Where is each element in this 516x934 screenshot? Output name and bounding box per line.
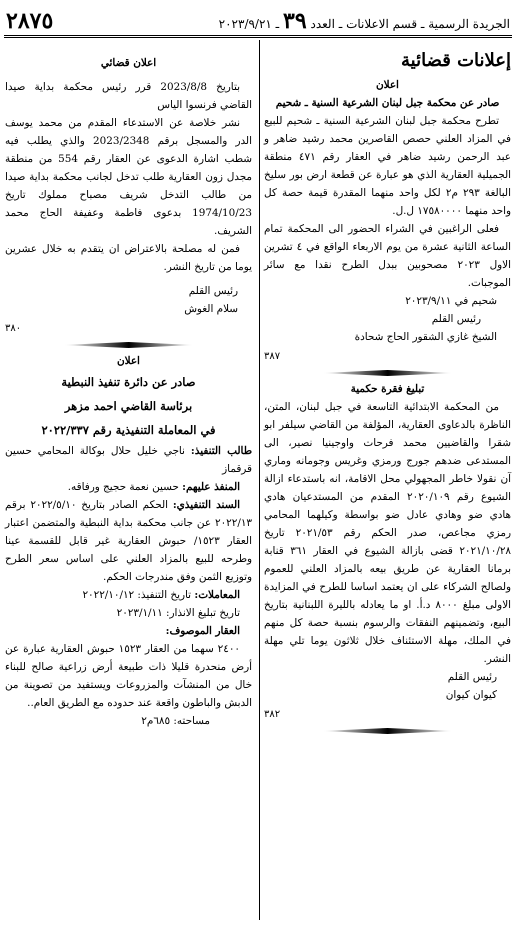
signer-name: كيوان كيوان bbox=[445, 689, 497, 701]
field-value: حسين نعمة حجيج ورفاقه. bbox=[67, 481, 183, 493]
announcement-body: نشر خلاصة عن الاستدعاء المقدم من محمد يوسف الدر والمسجل برقم 2023/2348 والذي يطلب فيه شطب اشارة الدعوى عن العقار رقم 554 من منطقة مجدل زون العقارية طلب تدخل لجانب محكمة بداية صيدا من طالب التدخل شريف مصباح مملوك تاريخ 1974/10/23 بدعوى فاطمة وعفيفة الحاج محمد الشريف. bbox=[5, 117, 252, 237]
signer-title: رئيس القلم bbox=[431, 313, 481, 325]
separator-ornament bbox=[264, 370, 511, 376]
announcement-heading: اعلان قضائي bbox=[100, 57, 157, 69]
separator-ornament bbox=[264, 728, 511, 734]
announcement-body: من المحكمة الابتدائية التاسعة في جبل لبنان، المتن، الناظرة بالدعاوى العقارية، المؤلفة من القاضي سيلفر ابو شقرا والقاضيين محمد فرحات واوجينيا نصير، الى المستدعى ضدهم جورج ورمزي وغريس وجومانه وماري آن نقولا خاطر المجهولي محل الاقامة، انه باستدعاء ازالة الشيوع رقم ٢٠٢٠/١٠٩ المقدم من المستدعيان هادي هادي ضو وهادي عادل ضو بواسطة وكيلهما المحامي رمزي مجاعص، صدر الحكم رقم ٢٠٢١/٥٣ تاريخ ٢٠٢١/١٠/٢٨ قضى بازالة الشيوع في العقار ٣٦١ قنابة برمانا العقارية عن طريق بيعه بالمزاد العلني للعموم ولصالح الشركاء على ان يعتمد اساسا للطرح في المزايدة الاولى مبلغ ٨٠٠٠ د.أ. او ما يعادله بالليرة اللبنانية بتاريخ البيع، وتضمينهم النفقات والرسوم بنسبة حصة كل منهم في الملك، مهلة الاستئناف خلال ثلاثون يوما تلي مهلة النشر. bbox=[264, 401, 512, 665]
announcement-sharia-court bbox=[264, 76, 511, 366]
field-value: ناجي خليل حلال بوكالة المحامي حسين قرقماز bbox=[5, 445, 252, 475]
announcement-number: ٣٨٧ bbox=[264, 351, 281, 362]
field-area: مساحته: ٦٨٥م٢ bbox=[141, 715, 210, 727]
announcement-body: فعلى الراغبين في الشراء الحضور الى المحكمة تمام الساعة الثانية عشرة من يوم الاربعاء الواقع في ٤ تشرين الاول ٢٠٢٣ مصحوبين ببدل الطرح نقدا مع سائر الموجبات. bbox=[264, 223, 511, 289]
field-instrument bbox=[5, 496, 252, 586]
announcement-heading: اعلان bbox=[117, 355, 140, 367]
field-label: المنفذ عليهم: bbox=[182, 481, 240, 493]
announcement-number: ٣٨٠ bbox=[5, 323, 22, 334]
field-label: العقار الموصوف: bbox=[165, 625, 240, 637]
announcement-subheading: صادر عن محكمة جبل لبنان الشرعية السنية ـ شحيم bbox=[275, 97, 500, 109]
signer-name: سلام الغوش bbox=[184, 303, 238, 315]
signer-title: رئيس القلم bbox=[188, 285, 238, 297]
section-title: إعلانات قضائية bbox=[401, 50, 511, 71]
signer-name: الشيخ غازي الشقور الحاج شحادة bbox=[354, 331, 497, 343]
field-label: طالب التنفيذ: bbox=[190, 445, 252, 457]
field-label: السند التنفيذي: bbox=[172, 499, 241, 511]
right-column bbox=[264, 40, 511, 738]
page-number: ٢٨٧٥ bbox=[6, 8, 54, 34]
announcement-judicial bbox=[5, 54, 252, 338]
announcement-heading: اعلان bbox=[376, 79, 399, 91]
field-warning-date: تاريخ تبليغ الانذار: ٢٠٢٣/١/١١ bbox=[116, 607, 240, 619]
header-divider bbox=[4, 35, 512, 38]
field-property-description: ٢٤٠٠ سهما من العقار ١٥٢٣ حبوش العقارية عبارة عن أرض منحدرة قليلا ذات طبيعة أرض زراعية صالح للبناء خال من المنشآت والمزروعات ويستفيد من تصوينة من الدبش والباطون واقعة عند حدوده مع الطريق العام.. bbox=[5, 643, 252, 709]
field-property-label bbox=[5, 622, 252, 640]
announcement-subheading: صادر عن دائرة تنفيذ النبطية bbox=[61, 375, 196, 389]
title-prefix: الجريدة الرسمية ـ قسم الاعلانات ـ العدد bbox=[310, 17, 510, 31]
gazette-title bbox=[219, 8, 510, 34]
field-label: المعاملات: bbox=[194, 589, 240, 601]
signer-title: رئيس القلم bbox=[447, 671, 497, 683]
announcement-date: شحيم في ٢٠٢٣/٩/١١ bbox=[405, 295, 497, 307]
announcement-subheading: في المعاملة التنفيذية رقم ٢٠٢٢/٣٣٧ bbox=[41, 423, 216, 437]
announcement-body: بتاريخ 2023/8/8 قرر رئيس محكمة بداية صيدا القاضي فرنسوا الياس bbox=[5, 81, 252, 111]
announcement-subheading: برئاسة القاضي احمد مزهر bbox=[64, 399, 193, 413]
field-debtors bbox=[5, 478, 252, 496]
announcement-number: ٣٨٢ bbox=[264, 709, 281, 720]
separator-ornament bbox=[5, 342, 252, 348]
announcement-judgment-notice bbox=[264, 380, 511, 724]
field-executor bbox=[5, 442, 252, 478]
field-value: تاريخ التنفيذ: ٢٠٢٢/١٠/١٢ bbox=[82, 589, 195, 601]
announcement-execution bbox=[5, 352, 252, 730]
field-value: الحكم الصادر بتاريخ ٢٠٢٢/٥/١٠ برقم ٢٠٢٢/١٣ عن جانب محكمة بداية النبطية والمتضمن اعتبار العقار ١٥٢٣/ حبوش العقارية غير قابل للقسمة عينا وطرحه للبيع بالمزاد العلني على اساس سعر الطرح وتوزيع الثمن وفق مندرجات الحكم. bbox=[5, 499, 252, 583]
left-column bbox=[5, 40, 252, 730]
title-suffix: ـ ٢٠٢٣/٩/٢١ bbox=[218, 17, 280, 31]
field-proceedings bbox=[5, 586, 252, 604]
announcement-heading: تبليغ فقرة حكمية bbox=[350, 383, 425, 395]
issue-number: ٣٩ bbox=[283, 8, 307, 34]
column-divider bbox=[259, 40, 260, 920]
page-header bbox=[6, 6, 510, 34]
announcement-body: فمن له مصلحة بالاعتراض ان يتقدم به خلال عشرين يوما من تاريخ النشر. bbox=[5, 243, 252, 273]
announcement-body: تطرح محكمة جبل لبنان الشرعية السنية ـ شحيم للبيع في المزاد العلني حصص القاصرين محمد رشيد ضاهر و عبد الرحمن رشيد ضاهر في العقار رقم ٤٧١ منطقة الجميلية العقارية الذي هو عبارة عن قطعة ارض بور سليخ البالغة ٢٩٣ م٢ لكل واحد منهما المقدرة قيمة حصة كل واحد منهما ١٧٥٨٠٠٠٠ ل.ل. bbox=[264, 115, 511, 217]
